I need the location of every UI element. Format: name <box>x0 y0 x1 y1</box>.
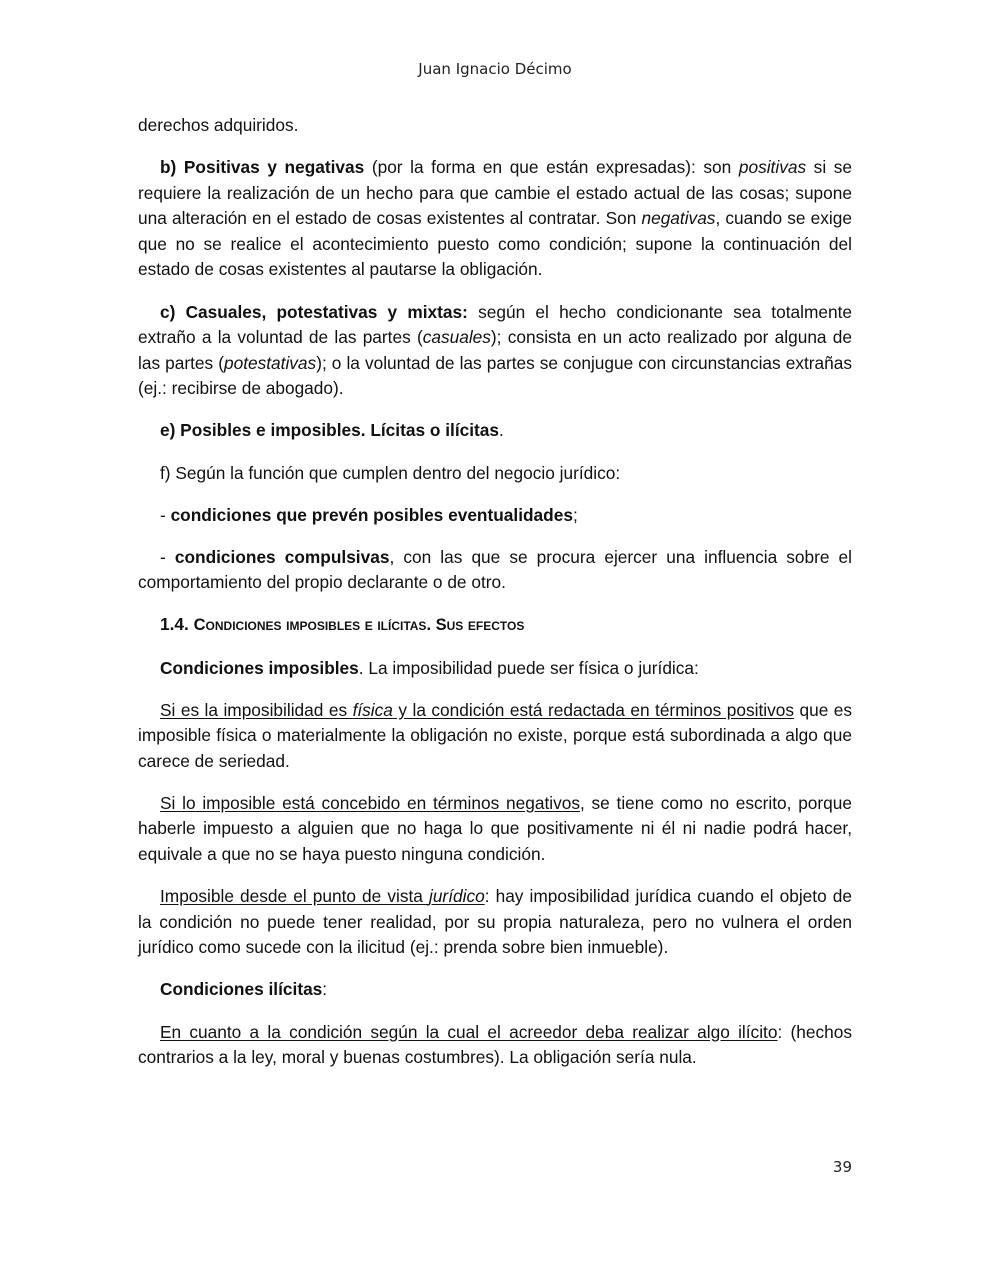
paragraph-acreedor: En cuanto a la condición según la cual el acreedor deba realizar algo ilícito: (hechos contrarios a la ley, moral y buenas costumbres). La obligación sería nula. <box>138 1021 852 1068</box>
paragraph-ilicitas: Condiciones ilícitas: <box>160 979 328 1000</box>
paragraph-positivas-negativas: b) Positivas y negativas (por la forma en que están expresadas): son positivas si se requiere la realización de un hecho para que cambie el estado actual de las cosas; supone una alteración en el estado de cosas existentes al contratar. Son negativas, cuando se exige que no se realice el acontecimiento puesto como condición; supone la continuación del estado de cosas existentes al pautarse la obligación. <box>138 157 852 280</box>
page-header <box>0 60 990 78</box>
section-title: Condiciones imposibles e ilícitas. Sus efectos <box>193 616 525 635</box>
paragraph-heading: e) Posibles e imposibles. Lícitas o ilícitas <box>160 420 500 441</box>
paragraph-posibles: e) Posibles e imposibles. Lícitas o ilícitas. <box>160 420 504 441</box>
document-body <box>138 113 852 1087</box>
list-item-eventualidades: - condiciones que prevén posibles eventualidades; <box>160 504 578 525</box>
paragraph-fisica: Si es la imposibilidad es física y la condición está redactada en términos positivos que es imposible física o materialmente la obligación no existe, porque está subordinada a algo que carece de seriedad. <box>138 699 853 771</box>
list-item-compulsivas: - condiciones compulsivas, con las que se procura ejercer una influencia sobre el comportamiento del propio declarante o de otro. <box>138 546 853 593</box>
paragraph-juridico: Imposible desde el punto de vista jurídico: hay imposibilidad jurídica cuando el objeto de la condición no puede tener realidad, por su propia naturaleza, pero no vulnera el orden jurídico como sucede con la ilicitud (ej.: prenda sobre bien inmueble). <box>138 886 852 958</box>
paragraph-funcion: f) Según la función que cumplen dentro del negocio jurídico: <box>160 462 621 483</box>
header-author: Juan Ignacio Décimo <box>418 60 572 78</box>
section-number: 1.4. <box>160 614 194 635</box>
paragraph-heading: Condiciones ilícitas <box>160 979 323 1000</box>
paragraph-continuation: derechos adquiridos. <box>138 115 299 135</box>
paragraph-negativos: Si lo imposible está concebido en términos negativos, se tiene como no escrito, porque haberle impuesto a alguien que no haga lo que positivamente ni él ni nadie podrá hacer, equivale a que no se haya puesto ninguna condición. <box>138 792 852 865</box>
page-number: 39 <box>832 1158 852 1176</box>
paragraph-heading: b) Positivas y negativas <box>160 157 365 178</box>
section-heading <box>138 612 852 639</box>
paragraph-heading: c) Casuales, potestativas y mixtas: <box>160 301 468 322</box>
paragraph-imposibles: Condiciones imposibles. La imposibilidad puede ser física o jurídica: <box>160 657 699 678</box>
paragraph-casuales: c) Casuales, potestativas y mixtas: según el hecho condicionante sea totalmente extraño a la voluntad de las partes (casuales); consista en un acto realizado por alguna de las partes (potestativas); o la voluntad de las partes se conjugue con circunstancias extrañas (ej.: recibirse de abogado). <box>138 301 852 399</box>
paragraph-heading: Condiciones imposibles <box>160 657 359 678</box>
